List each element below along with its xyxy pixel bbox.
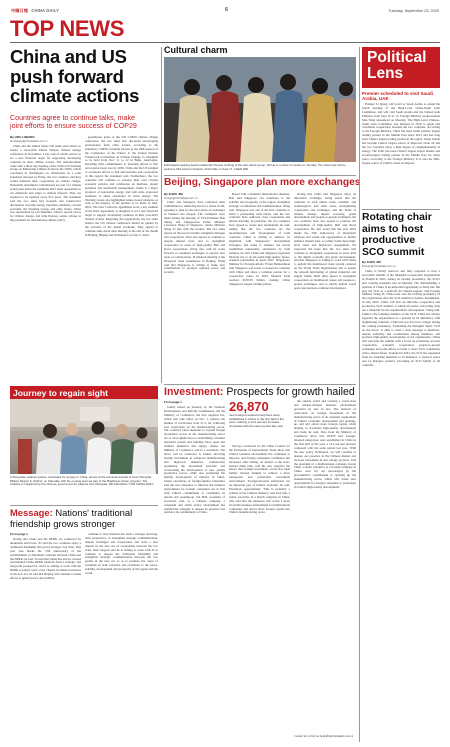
beijing-byline-email: zhoujin@chinadaily.com.cn (164, 195, 198, 200)
message-headline (10, 508, 160, 529)
beijing-body-col3-text: Noting that China and Singapore enjoy an innovative exchange, Wong stated that the countries in each other's trade, scientific and technological, and other areas, strengthening cooperation and exchanges, and the fields of climate change, digital economy, green development and people-to-people exchanges, the two countries have also agreed to promote the development of high-quality Belt and Road cooperation. He also noted that the year 2025 marks the 35th anniversary of diplomatic relations and would add opportunities to further enhance mutual trust, to jointly build more high-level visits and high-level engagement. He expressed the hope that the two sides will continue to strengthen cooperation in areas such as the digital economy and green development, and that Singapore is willing to work with China to uphold the multilateral trade system centered on the World Trade Organization and to ensure the smooth functioning of global industrial and supply chains. Both sides agreed to strengthen cooperation on multilateral issues and people-to-people exchanges, and to jointly uphold world peace and promote common development. (294, 193, 356, 290)
beijing-byline (164, 193, 226, 200)
investment-body-col2 (229, 445, 290, 742)
sco-headline (362, 212, 442, 258)
journey-headline: Journey to regain sight (13, 387, 109, 398)
investment-contact: Contact the writers at fanfeifei@chinadaily.com.cn (294, 734, 354, 738)
lead-body-col2-text: greenhouse gases at the UN COP29 climate change conference, the two sides also discussed encouraging participation from other parties, according to the statement. COP29, formally known as the 29th session of the Conference of the Parties to the United Nations Framework Convention on Climate Change, is scheduled to be held from Nov 11 to 22 in Baku, Azerbaijan. Recalling their commitments to fostering efforts to halt and reverse forest loss by 2030, China and the US pledged to accelerate efforts to halt deforestation and cooperation in this regard, the statement said. Furthermore, the two countries will continue to advance their own circular economy policies and collaborate on methane, plastic pollution and sustainable management. China is a major producer of renewable energy, and both sides expressed readiness to share experience in clean energy. The Working Group also highlighted nature-based solutions, as well as the urgency of the updates to be made by mid-2025. The New Collective Quantified Goal, a key element of the Paris Agreement, is designed to set a new financial target to support developing countries in their post-2025 climate actions. Regarding the negotiations, the two sides believe the UN climate conference should be guided by the outcome of the global stocktake. They agreed to continue talks about their meeting at the end of the month in Beijing, Beijing and Washington on Sept 5, 2024. (85, 136, 158, 237)
journey-headline-bar (10, 386, 158, 399)
lead-byline (10, 136, 80, 143)
message-body-col2-text: continue to view bilateral ties from a strategic and long-term perspective, to strengthen strategic communication, deepen exchanges and cooperation, and write a new chapter in the new era of cooperation between the two sides. Kim Jong-un said he is willing to work with Xi to continue to deepen the traditional friendship and strengthen strategic communication between the two parties in the new era so as to promote the cause of socialism in both countries and contribute to the peace, stability, development and prosperity of the region and the world. (85, 533, 158, 576)
sco-headline-line3: productive (362, 235, 416, 246)
cultural-charm-photo (164, 57, 356, 162)
lead-body-col1-text: China and the United States will make joint efforts to ensure a successful United Nations climate change conference in November, a key task of which will be to set a new financial target for supporting developing countries in their climate actions. The announcement came after a three-day meeting of the China-US Working Group on Enhancing Climate Action in the 2020s, which concluded in Washington on Wednesday. In a joint statement released on Friday, the two countries said they would maintain their cooperation on climate change. Nationally determined contributions are part of a climate action plan under the landmark 2015 Paris Agreement to cut emissions and adapt to climate impacts. They are required to be updated every five years. The statement said the two sides had in-depth and constructive discussions covering energy transition, methane, circular economy, the Working Group, and other issues. China was represented by Liu Zhenmin, China's special envoy for climate change, and John Podesta, senior adviser to the president for international climate policy. (10, 145, 81, 223)
sco-body-text: China is firmly resolved and fully prepared to host a successful summit of the Shanghai Cooperation Organization in Tianjin in 2025, during its rotating presidency, the SCO's new rotating president said on Monday. The chairmanship, a position of China, is an important opportunity to bring into full play the SCO as a platform for mutual support, said Foreign Minister Wang Yi. China took over the rotating presidency of the organization after the SCO summit in Astana, Kazakhstan, in July 2024. 'China will host an amicable, cooperative and productive SCO summit, at which all parties will jointly map out a blueprint for the organization's development,' Wang said. China is the founding member of the SCO. China has always regarded the organization as a priority in its diplomacy with neighboring countries. China has put forward a slogan during the coming presidency, 'Upholding the Shanghai Spirit: SCO on the move'. It aims to send a clear message to members, deepen solidarity and coordination among members, and promote high-quality development of the organization. China will welcome the summit with a focus on promoting security cooperation, economic cooperation, people-to-people exchanges and joint efforts to build a closer SCO community with a shared future. Founded in 2001, the SCO has expanded from six founding members to 10 members, 2 observer states and 14 dialogue partners, becoming an SCO family of 26 countries. (362, 270, 440, 367)
page-number: 6 (225, 7, 229, 13)
beijing-byline-name: By ZHOU JIN (164, 192, 183, 196)
beijing-body-col1 (164, 201, 225, 381)
investment-headline-rest: Prospects for growth hailed (223, 386, 355, 398)
beijing-body-col2 (229, 193, 290, 381)
journey-photo-illustration (10, 399, 158, 474)
china-daily-logo (11, 8, 59, 14)
journey-rule (10, 505, 158, 506)
sco-byline (362, 261, 440, 268)
lead-byline-name: By HOU LIQIANG (10, 135, 35, 139)
lead-body-col2 (85, 136, 158, 383)
masthead-rule (10, 42, 440, 43)
lead-deck-line1: Countries agree to continue talks, make (10, 114, 135, 122)
message-from-page: From page 1 (10, 532, 28, 536)
investment-stat-label: new foreign-invested enterprises were established in China in the first half of the year, marking a 14.2 percent increase compared with the same period last year (229, 413, 284, 429)
sco-headline-line2: aims to host (362, 223, 424, 235)
sco-headline-line1: Rotating chair (362, 212, 432, 223)
beijing-body-col3 (294, 193, 356, 381)
political-lens-body (362, 103, 440, 207)
lead-headline-line2: push forward (10, 65, 124, 87)
cultural-charm-label: Cultural charm (164, 45, 228, 55)
political-lens-title-line1: Political (367, 49, 427, 66)
lead-headline-line3: climate actions (10, 85, 140, 106)
sco-headline-line4: SCO summit (362, 246, 425, 258)
political-lens-title-line2: Lens (367, 65, 404, 82)
investment-stat-number: 26,870 (229, 399, 269, 414)
investment-body-col2-text: Surveys conducted by the China Council for the Promotion of International Trade show that China's business environment has continued to improve, and foreign companies' confidence has increased. Zhu Siliang, an analyst at the state-backed think tank, said the new negative list shows that foreign investment access has been further relaxed, helping to achieve a more transparent and predictable investment environment. 'Foreign-invested enterprises are an important part of China's economy,' he said. Enormous opportunities: 'This is probably a symbol of the Chinese industry,' said Kun Sun, a senior executive of a Dutch company in China, who said that the measures will create a more favorable business environment for multinational companies and attract more foreign capital into China's manufacturing sector. (229, 445, 290, 515)
investment-headline-bold: Investment: (164, 386, 224, 398)
political-lens-headline: Premier scheduled to visit Saudi Arabia, UAE (362, 91, 433, 102)
sco-body (362, 270, 440, 742)
cultural-charm-caption: Enthusiasts wearing Austin traditional Chinese clothing of the Han ethnic group, Jiuhua or a show in London on Sunday. The show was held to welcome Mid-Autumn Festival, which falls on Sept 17. CHEN WEI (164, 164, 346, 171)
lead-headline-line1: China and US (10, 46, 127, 67)
beijing-body-col1-text: China and Singapore have reiterated their commitment to enhancing ties for a stable world, agreeing to plan for the next phase of exchanges as bilateral ties deepen. The comments were made during the meeting of Vice-President Han Zheng and Singaporean Prime Minister Lawrence Wong in Singapore. Senior Minister Wang Yi met with the leaders. The two sides agreed on the need to further strengthen dialogue and cooperation. They also agreed to continue to deepen mutual trust, and to strengthen cooperation in areas of high-quality Belt and Road cooperation. Wong also said he looks forward to continued exchanges to explore new areas of collaboration. In bilateral meeting at the Diaoyutai State Guesthouse in Beijing, Wang said that Singapore is willing to make new contributions to promote regional peace and security. (164, 201, 225, 275)
investment-stat-box (229, 400, 290, 444)
investment-body-col3 (294, 400, 356, 734)
message-headline-bold: Message: (10, 507, 53, 518)
lead-body-col1 (10, 145, 81, 383)
sco-byline-email: zhoujin@chinadaily.com.cn (362, 263, 396, 268)
lead-byline-email: houliqiang@chinadaily.com.cn (10, 138, 48, 143)
lead-headline (10, 47, 158, 106)
message-headline-rest: Nations' traditional friendship grows stronger (10, 507, 133, 529)
political-lens-box (362, 47, 440, 88)
column-rule-left (161, 47, 162, 383)
lead-deck (10, 114, 158, 131)
investment-rule (164, 384, 356, 385)
investment-headline (164, 386, 364, 398)
journey-photo (10, 399, 158, 474)
cultural-rule (164, 175, 356, 176)
beijing-body-col2-text: Based with a turbulent international situation, Han said Singapore can contribute to the stability and prosperity of the region, strengthen strategic coordination and communication, Wang said. Singapore was one of the first countries to build a partnership with China, and the two countries have achieved close cooperation and mutual learning. In particular, the two countries have agreed to create new momentum, he said, adding that the two countries are the modernization and development of both countries. China is willing to enhance its alignment with Singapore's development strategies, and seeks to enhance the newly established partnership envisioned by both partners, he said. China and Singapore upgraded bilateral ties to an all-round high-quality future-oriented partnership in April 2023. Singapore's Minister for Foreign Affairs Vivian Balakrishnan said Singapore was ready to deepen its relations with China and share a common partner for a cooperative cause. In 2023, bilateral trade reached $108.39 billion, making China Singapore's largest trading partner. (229, 193, 290, 286)
political-lens-title (367, 50, 426, 82)
political-lens-rule (362, 209, 440, 210)
journey-caption: A Mongolian cataract patient, scheduled for surgery in China, arrives at the General Hospital of Inner Mongolia Military Region in Hohhot, on Saturday, with the nursing team as part of the Brightness Action program. The initiative is organized by the Chinese government for patients from Mongolia. FEI MAOHUA / FOR CHINA DAILY (10, 476, 154, 486)
cultural-charm-illustration (164, 57, 356, 162)
investment-from-page: From page 1 (164, 400, 182, 404)
message-body-col1-text: Noting that China and the DPRK are connected by mountains and rivers, Xi said the two countries enjoy a traditional friendship that grows stronger over time. This year also marks the 75th anniversary of the establishment of diplomatic relations between China and the DPRK, he said. Xi said that China has always viewed and handled China-DPRK relations from a strategic and long-term perspective, and it is willing to work with the DPRK to jointly write a new chapter in bilateral relations in the new era. Xi said that Beijing will continue to make efforts to uphold peace and stability. (10, 538, 81, 581)
political-lens-body-text: Premier Li Qiang will travel to Saudi Arabia to attend the fourth meeting of the High-Level China-Saudi Joint Committee, and will visit Saudi Arabia and the United Arab Emirates from Sept 10 to 13, Foreign Ministry spokeswoman Mao Ning announced on Monday. The High-Level Chinese-Saudi Joint Committee was initiated in 2016 to guide and coordinate cooperation between the two countries. According to the Foreign Ministry, China has been Saudi Arabia's largest trading partner in the Middle East since 2013 and has long been China's largest trading partner in the region. Saudi Arabia has become China's largest source of imported crude oil and the two countries enjoy a high degree of complementarity in energy. The UAE has been China's largest export market and second-largest trading partner in the Middle East for many years, according to the Foreign Ministry. It is also the fifth-largest source of China's crude oil imports. (362, 103, 440, 165)
message-body-col2 (85, 533, 158, 741)
message-body-col1 (10, 538, 81, 741)
beijing-headline: Beijing, Singapore plan more exchanges (164, 177, 361, 188)
investment-body-col1-text: Jointly issued on Tuesday by the National Development and Reform Commission and the Ministry of Commerce, the new negative list, which will take effect on Nov 1, reduces the number of restrictions from 31 to 29, achieving zero restrictions on the manufacturing sector. The country's latest measures to expand foreign investment access in the manufacturing sector are of vital significance to establishing a modern industrial system and building more open and resilient industrial and supply chains, the Ministry of Commerce said in a statement. The move will be conducive to further attracting foreign investment in advanced manufacturing and high-tech industries, continuously optimizing the investment structure and accelerating the development of new quality productive forces, while also promoting the healthy development of industry in China. Senior executives of foreign-funded companies said the new measures to improve the business environment for foreign companies are in line with China's commitment to continuing its reform and opening-up. Ian Hall, president of Goodwill, said, as a Chinese company, a consistent and stable policy environment has enabled the company to deepen its presence and reinforce its commitment to China. (164, 406, 225, 515)
logo-chinese: 中國日報 (11, 8, 29, 13)
sco-byline-name: By ZHOU JIN (362, 260, 381, 264)
investment-body-col1 (164, 406, 225, 742)
investment-body-col3-text: the outside world and creating a world-class and market-oriented business environment governed by rule of law. The removal of restrictions on foreign investment in the manufacturing sector is an essential requirement of China's economic development and opening-up, and will attract more foreign capital, while helping to accelerate high-quality development and trade, he said. Data from the Ministry of Commerce show that 26,870 new foreign-invested enterprises were established in China in the first half of the year, a 14.2 percent increase compared with the same period last year. 'With the new policy facilitation, we will continue to deepen our presence in the Chinese market and increase investment in new energy projects,' said the president of a multinational company. Karen Chen, a senior executive at a foreign company in China, said 'we are encouraged by the government's commitment to opening up the manufacturing sector, which will create new opportunities for foreign companies to participate in China's high-quality development.' (294, 400, 356, 489)
page-date: Tuesday, September 23, 2025 (388, 8, 439, 13)
column-rule-right (359, 47, 360, 742)
page-label: TOP NEWS (10, 16, 125, 41)
lead-deck-line2: joint efforts to ensure success of COP29 (10, 122, 137, 131)
logo-text: CHINA DAILY (31, 8, 59, 13)
